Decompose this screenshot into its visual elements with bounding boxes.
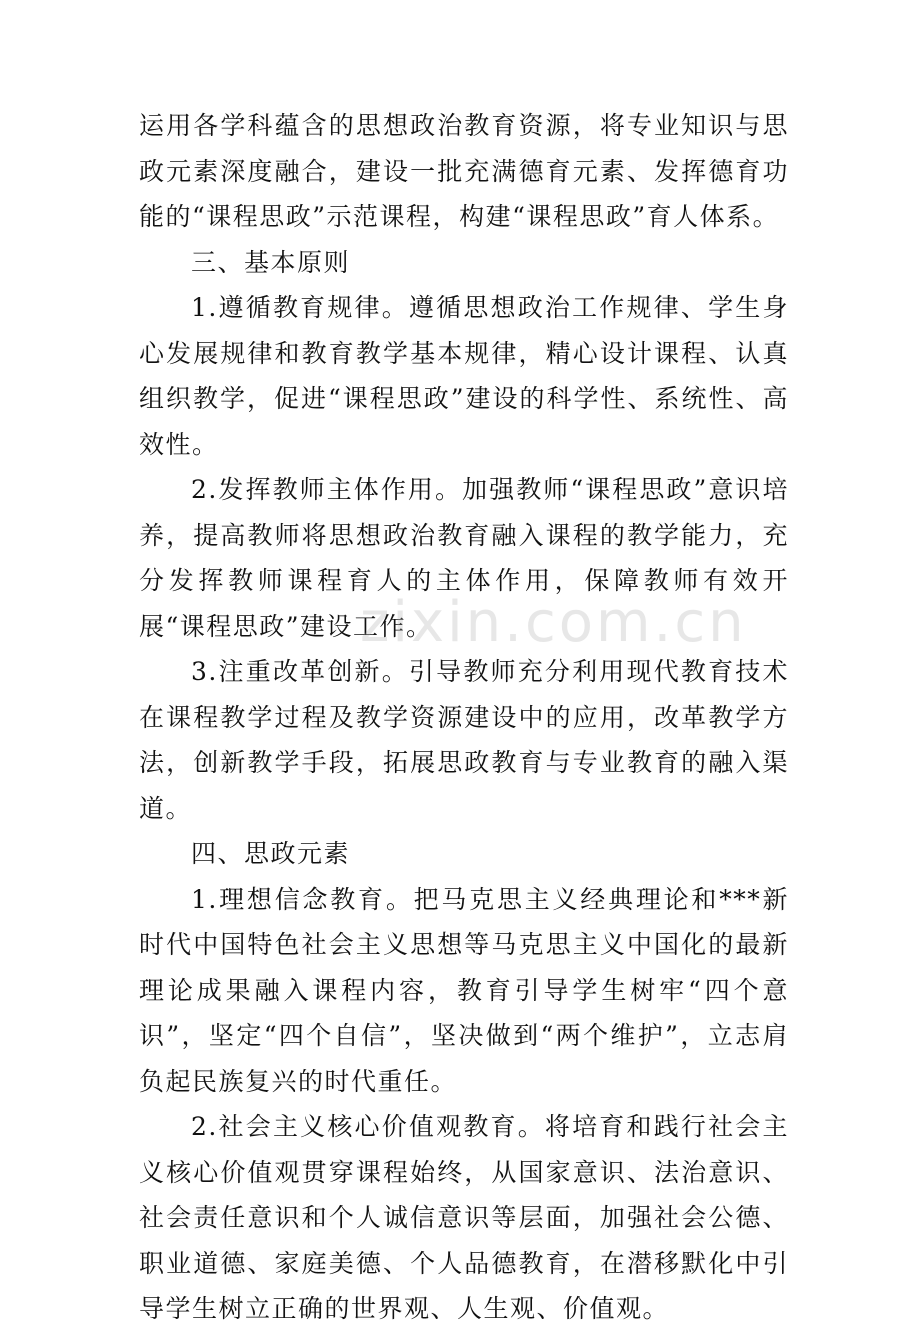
paragraph-continuation: 运用各学科蕴含的思想政治教育资源，将专业知识与思政元素深度融合，建设一批充满德育元素、发挥德育功能的“课程思政”示范课程，构建“课程思政”育人体系。 (139, 111, 789, 231)
paragraph-principle-2: 2.发挥教师主体作用。加强教师“课程思政”意识培养，提高教师将思想政治教育融入课程的教学能力，充分发挥教师课程育人的主体作用，保障教师有效开展“课程思政”建设工作。 (139, 475, 789, 641)
watermark: zixin.com.cn (360, 590, 747, 655)
paragraph-element-2: 2.社会主义核心价值观教育。将培育和践行社会主义核心价值观贯穿课程始终，从国家意识、法治意识、社会责任意识和个人诚信意识等层面，加强社会公德、职业道德、家庭美德、个人品德教育，在潜移默化中引导学生树立正确的世界观、人生观、价值观。 (139, 1112, 789, 1323)
paragraph-principle-3: 3.注重改革创新。引导教师充分利用现代教育技术在课程教学过程及教学资源建设中的应用，改革教学方法，创新教学手段，拓展思政教育与专业教育的融入渠道。 (139, 657, 789, 823)
paragraph-element-1: 1.理想信念教育。把马克思主义经典理论和***新时代中国特色社会主义思想等马克思主义中国化的最新理论成果融入课程内容，教育引导学生树牢“四个意识”，坚定“四个自信”，坚决做到“两个维护”，立志肩负起民族复兴的时代重任。 (139, 884, 789, 1096)
document-body (139, 103, 789, 1332)
section-heading-basic-principles: 三、基本原则 (191, 247, 351, 277)
section-heading-ideological-elements: 四、思政元素 (191, 839, 351, 868)
paragraph-principle-1: 1.遵循教育规律。遵循思想政治工作规律、学生身心发展规律和教育教学基本规律，精心设计课程、认真组织教学，促进“课程思政”建设的科学性、系统性、高效性。 (139, 293, 789, 459)
